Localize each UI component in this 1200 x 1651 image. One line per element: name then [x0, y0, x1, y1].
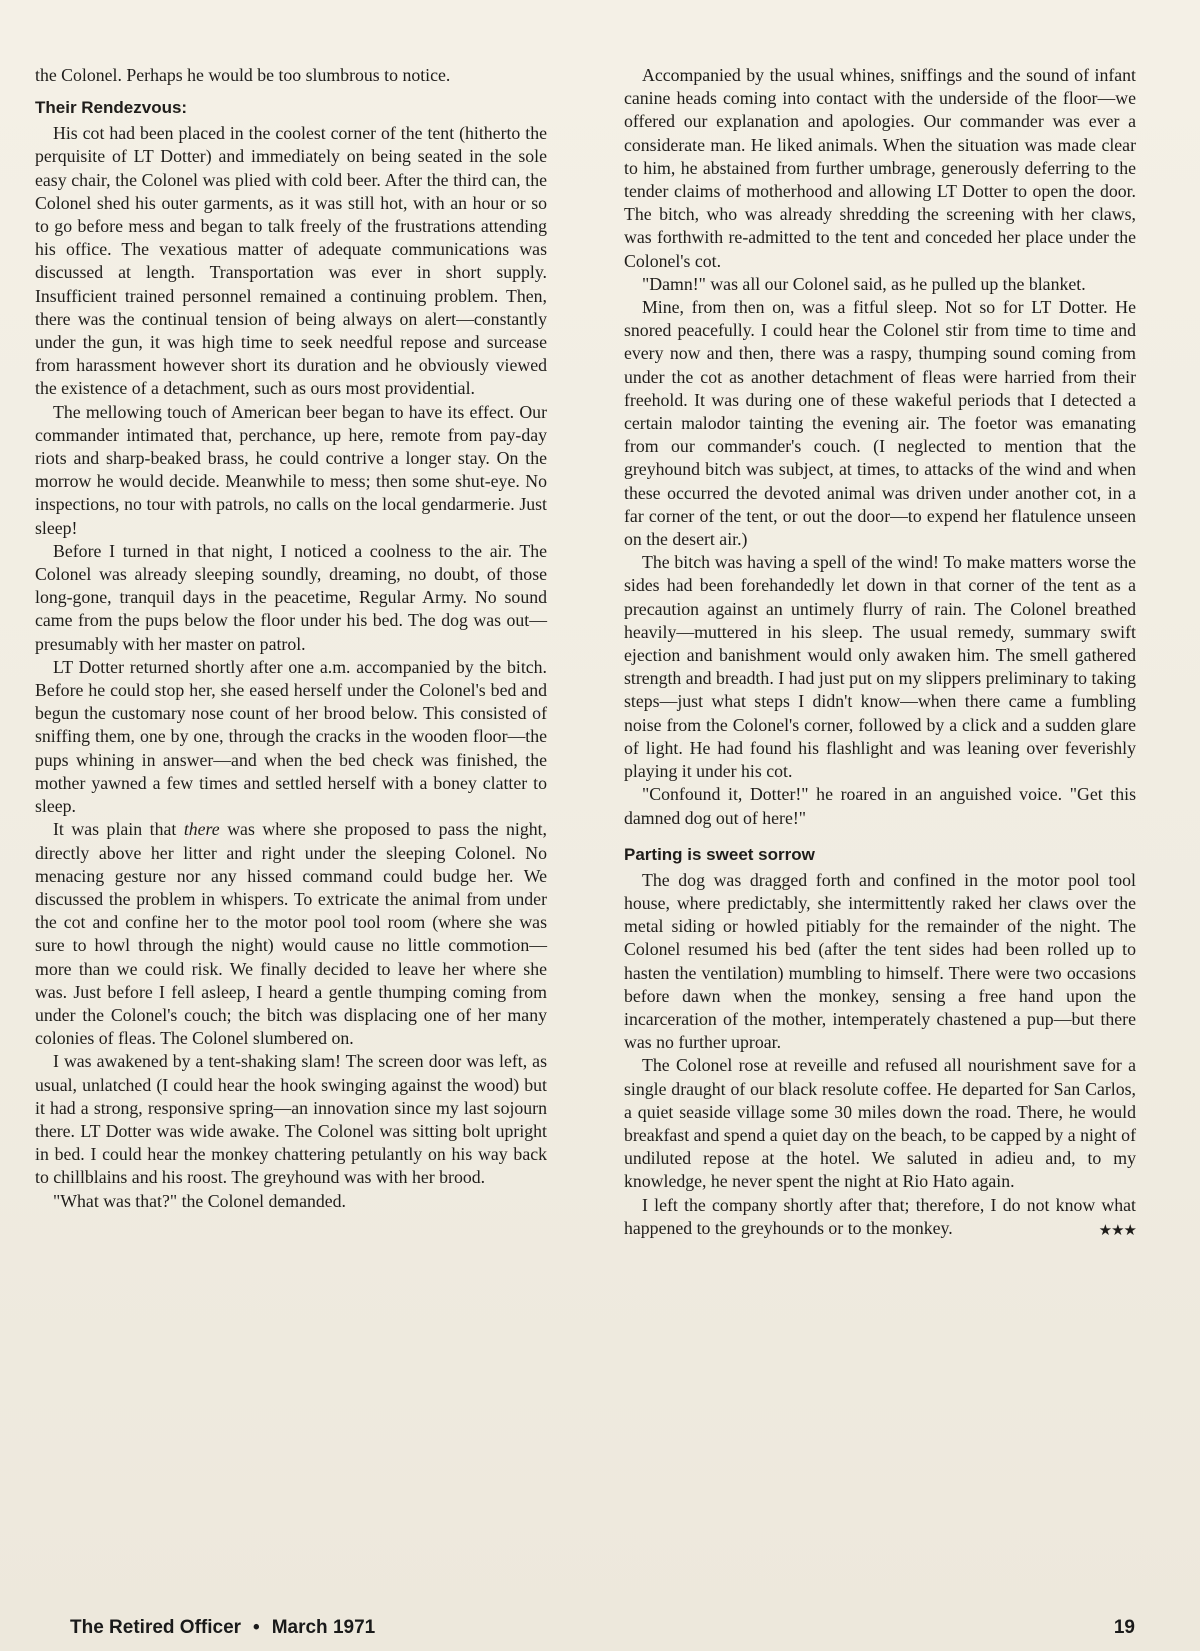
paragraph: The bitch was having a spell of the wind! To make matters worse the sides had been forehandedly let down in that corner of the tent as a precaution against an untimely flurry of rain. The Colonel breathed heavily—muttered in his sleep. The usual remedy, summary swift ejection and banishment would only awaken him. The smell gathered strength and breadth. I had just put on my slippers preliminary to taking steps—just what steps I didn't know—when there came a fumbling noise from the Colonel's corner, followed by a click and a sudden glare of light. He had found his flashlight and was leaning over feverishly playing it under his cot.	[624, 552, 1136, 782]
paragraph: "What was that?" the Colonel demanded.	[53, 1190, 346, 1211]
paragraph: I was awakened by a tent-shaking slam! The screen door was left, as usual, unlatched (I could hear the hook swinging against the wood) but it had a strong, responsive spring—an innovation since my last sojourn there. LT Dotter was wide awake. The Colonel was sitting bolt upright in bed. I could hear the monkey chattering petulantly on his way back to chillblains and his roost. The greyhound was with her brood.	[35, 1051, 547, 1188]
section-heading-rendezvous: Their Rendezvous:	[35, 98, 188, 118]
end-mark-icon: ★★★	[1098, 1220, 1136, 1239]
paragraph: "Damn!" was all our Colonel said, as he pulled up the blanket.	[642, 273, 1086, 294]
issue-date: March 1971	[271, 1617, 376, 1638]
paragraph-final	[624, 1194, 1136, 1240]
paragraph: The mellowing touch of American beer began to have its effect. Our commander intimated that, perchance, up here, remote from pay-day riots and sharp-beaked brass, he could contrive a longer stay. On the morrow he would decide. Meanwhile to mess; then some shut-eye. No inspections, no tour with patrols, no calls on the local gendarmerie. Just sleep!	[35, 401, 547, 538]
page-number: 19	[1113, 1617, 1135, 1638]
paragraph: Mine, from then on, was a fitful sleep. Not so for LT Dotter. He snored peacefully. I could hear the Colonel stir from time to time and every now and then, there was a raspy, thumping sound coming from under the cot as another detachment of fleas were harried from their freehold. It was during one of these wakeful periods that I detected a certain malodor tainting the evening air. The foetor was emanating from our commander's couch. (I neglected to mention that the greyhound bitch was subject, at times, to attacks of the wind and when these occurred the devoted animal was driven under another cot, in a far corner of the tent, or out the door—to expend her flatulence unseen on the desert air.)	[624, 297, 1136, 550]
paragraph	[35, 818, 547, 1050]
paragraph: "Confound it, Dotter!" he roared in an anguished voice. "Get this damned dog out of here!"	[624, 784, 1136, 828]
page-footer	[70, 1617, 1135, 1643]
paragraph: Before I turned in that night, I noticed a coolness to the air. The Colonel was already sleeping soundly, dreaming, no doubt, of those long-gone, tranquil days in the peacetime, Regular Army. No sound came from the pups below the floor under his bed. The dog was out—presumably with her master on patrol.	[35, 540, 547, 654]
paragraph: LT Dotter returned shortly after one a.m. accompanied by the bitch. Before he could stop her, she eased herself under the Colonel's bed and begun the customary nose count of her brood below. This consisted of sniffing them, one by one, through the cracks in the wooden floor—the pups whining in answer—and when the bed check was finished, the mother yawned a few times and settled herself with a boney clatter to sleep.	[35, 656, 547, 817]
bullet-separator: •	[253, 1617, 260, 1638]
emphasis-text: there	[183, 819, 220, 840]
paragraph-text: It was plain that	[53, 819, 184, 840]
section-heading-parting: Parting is sweet sorrow	[624, 844, 815, 864]
paragraph: His cot had been placed in the coolest corner of the tent (hitherto the perquisite of LT Dotter) and immediately on being seated in the sole easy chair, the Colonel was plied with cold beer. After the third can, the Colonel shed his outer garments, as it was still hot, with an hour or so to go before mess and began to talk freely of the frustrations attending his office. The vexatious matter of adequate communications was discussed at length. Transportation was ever in short supply. Insufficient trained personnel remained a continuing problem. Then, there was the continual tension of being always on alert—constantly under the gun, it was high time to seek needful repose and surcease from harassment however short its duration and he obviously viewed the existence of a detachment, such as ours most providential.	[35, 123, 547, 399]
right-column	[624, 64, 1136, 1242]
footer-publication	[70, 1617, 375, 1639]
left-column	[35, 64, 547, 1213]
paragraph-text: was where she proposed to pass the night, directly above her litter and right under the sleeping Colonel. No menacing gesture nor any hissed command could budge her. We discussed the problem in whispers. To extricate the animal from under the cot and confine her to the motor pool tool room (where she was sure to howl through the night) would cause no little commotion—more than we could risk. We finally decided to leave her where she was. Just before I fell asleep, I heard a gentle thumping coming from under the Colonel's couch; the bitch was displacing one of her many colonies of fleas. The Colonel slumbered on.	[35, 819, 547, 1049]
continued-paragraph: the Colonel. Perhaps he would be too slumbrous to notice.	[35, 65, 451, 85]
paragraph: Accompanied by the usual whines, sniffings and the sound of infant canine heads coming into contact with the underside of the floor—we offered our explanation and apologies. Our commander was ever a considerate man. He liked animals. When the situation was made clear to him, he abstained from further umbrage, generously deferring to the tender claims of motherhood and allowing LT Dotter to open the door. The bitch, who was already shredding the screening with her claws, was forthwith re-admitted to the tent and conceded her place under the Colonel's cot.	[624, 65, 1136, 271]
paragraph-text: I left the company shortly after that; therefore, I do not know what happened to the greyhounds or to the monkey.	[624, 1194, 1136, 1238]
paragraph: The Colonel rose at reveille and refused all nourishment save for a single draught of our black resolute coffee. He departed for San Carlos, a quiet seaside village some 30 miles down the road. There, he would breakfast and spend a quiet day on the beach, to be capped by a night of undiluted repose at the hotel. We saluted in adieu and, to my knowledge, he never spent the night at Rio Hato again.	[624, 1055, 1136, 1192]
paragraph: The dog was dragged forth and confined in the motor pool tool house, where predictably, she intermittently raked her claws over the metal siding or howled pitiably for the remainder of the night. The Colonel resumed his bed (after the tent sides had been rolled up to hasten the ventilation) mumbling to himself. There were two occasions before dawn when the monkey, sensing a free hand upon the incarceration of the mother, intemperately chastened a pup—but there was no further uproar.	[624, 869, 1136, 1053]
publication-title: The Retired Officer	[70, 1617, 242, 1638]
